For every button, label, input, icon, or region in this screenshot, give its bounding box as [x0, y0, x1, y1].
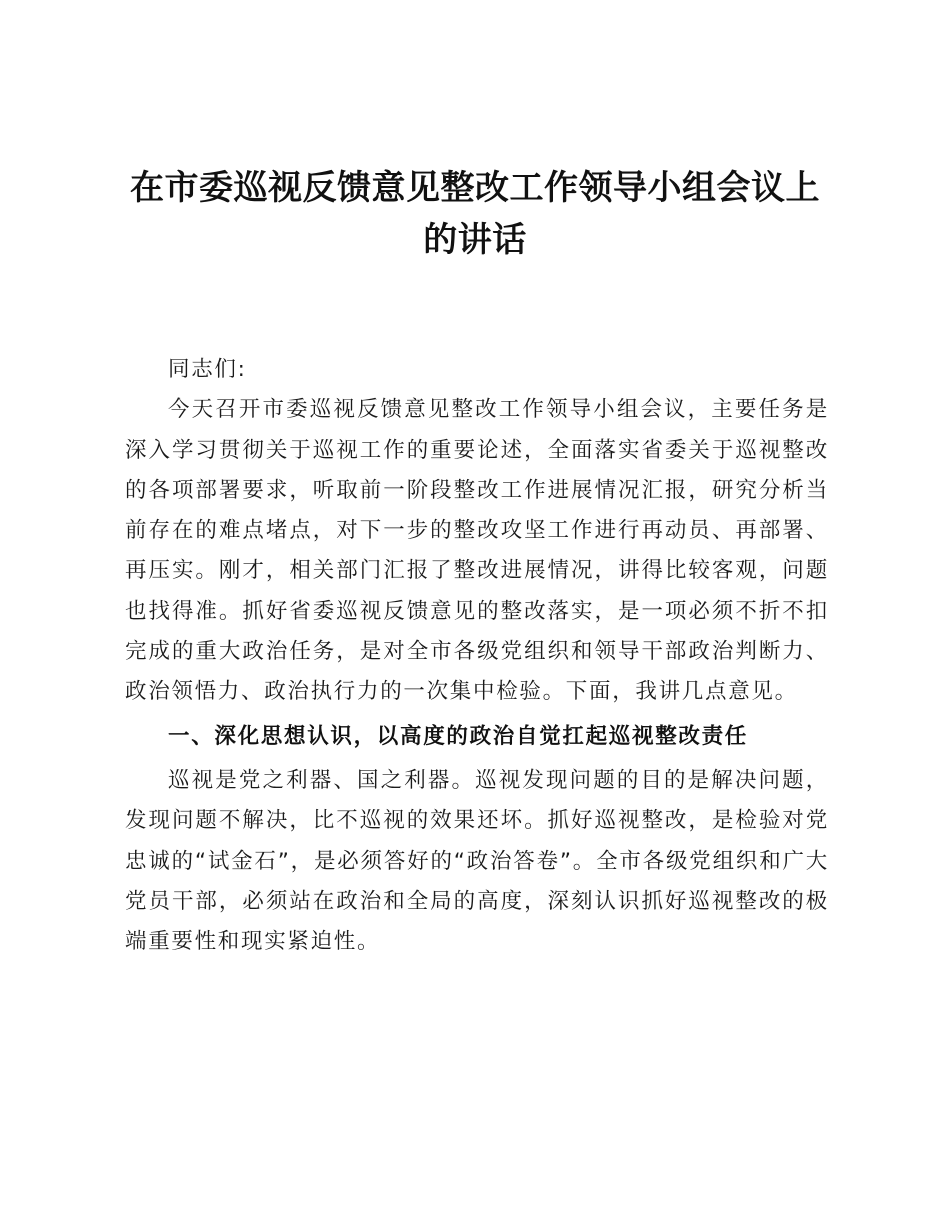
- document-body: [125, 350, 829, 962]
- document-title: [100, 162, 850, 266]
- paragraph-section-1: 巡视是党之利器、国之利器。巡视发现问题的目的是解决问题，发现问题不解决，比不巡视的效果还坏。抓好巡视整改，是检验对党忠诚的“试金石”，是必须答好的“政治答卷”。全市各级党组织和广大党员干部，必须站在政治和全局的高度，深刻认识抓好巡视整改的极端重要性和现实紧迫性。: [125, 767, 829, 955]
- salutation: 同志们:: [168, 357, 247, 382]
- title-line-2: 的讲话: [423, 220, 527, 260]
- section-heading-1: 一、深化思想认识，以高度的政治自觉扛起巡视整改责任: [168, 723, 749, 749]
- paragraph-opening: 今天召开市委巡视反馈意见整改工作领导小组会议，主要任务是深入学习贯彻关于巡视工作的重要论述，全面落实省委关于巡视整改的各项部署要求，听取前一阶段整改工作进展情况汇报，研究分析当前存在的难点堵点，对下一步的整改攻坚工作进行再动员、再部署、再压实。刚才，相关部门汇报了整改进展情况，讲得比较客观，问题也找得准。抓好省委巡视反馈意见的整改落实，是一项必须不折不扣完成的重大政治任务，是对全市各级党组织和领导干部政治判断力、政治领悟力、政治执行力的一次集中检验。下面，我讲几点意见。: [125, 397, 829, 705]
- title-line-1: 在市委巡视反馈意见整改工作领导小组会议上: [130, 168, 820, 208]
